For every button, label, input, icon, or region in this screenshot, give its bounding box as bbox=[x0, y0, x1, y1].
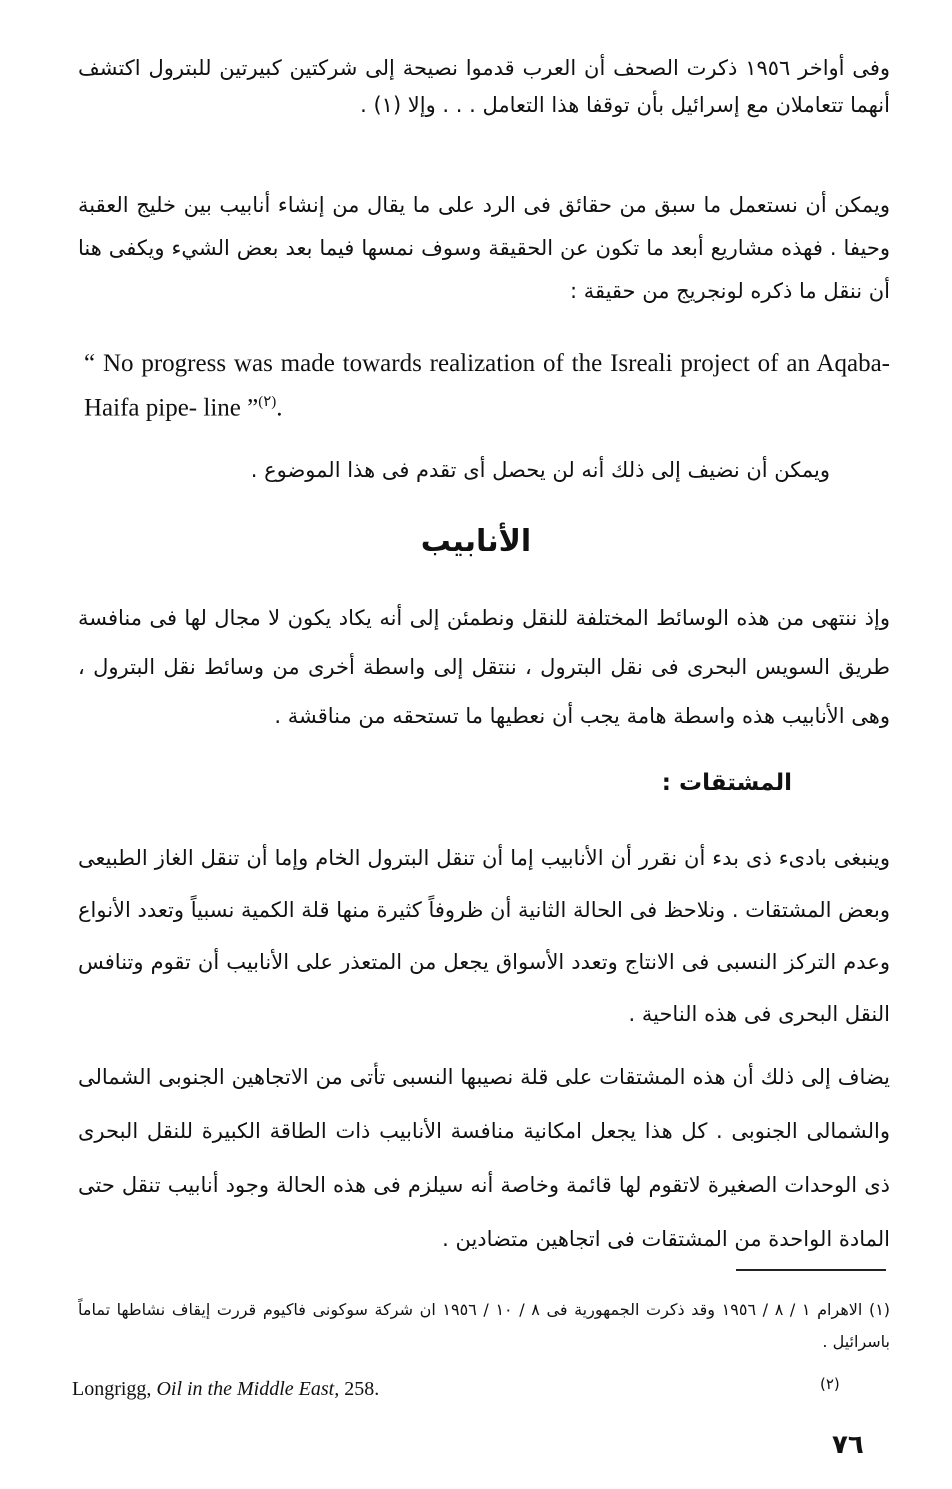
footnote-divider bbox=[736, 1269, 886, 1271]
english-quote: “ No progress was made towards realization of the Isreali project of an Aqaba-Haifa pipe- line ”$^{(٢)}$. bbox=[84, 350, 890, 422]
footnote-2-title: Oil in the Middle East, bbox=[156, 1378, 340, 1400]
paragraph-4: وإذ ننتهى من هذه الوسائط المختلفة للنقل ونطمئن إلى أنه يكاد يكون لا مجال لها فى منافسة طريق السويس البحرى فى نقل البترول ، ننتقل إلى واسطة أخرى من وسائط نقل البترول ، وهى الأنابيب هذه واسطة هامة يجب أن نعطيها ما تستحقه من مناقشة . bbox=[78, 606, 890, 728]
subheading-derivatives: المشتقات : bbox=[661, 770, 792, 796]
footnote-2 bbox=[72, 1378, 379, 1401]
page-number: ٧٦ bbox=[832, 1430, 864, 1460]
footnote-2-author: Longrigg, bbox=[72, 1378, 152, 1400]
section-heading-pipelines: الأنابيب bbox=[420, 524, 532, 559]
paragraph-1: وفى أواخر ١٩٥٦ ذكرت الصحف أن العرب قدموا نصيحة إلى شركتين كبيرتين للبترول اكتشف أنهما تتعاملان مع إسرائيل بأن توقفا هذا التعامل . . . وإلا (١) . bbox=[78, 56, 890, 117]
footnote-2-number: (٢) bbox=[820, 1375, 840, 1393]
paragraph-2: ويمكن أن نستعمل ما سبق من حقائق فى الرد على ما يقال من إنشاء أنابيب بين خليج العقبة وحيفا . فهذه مشاريع أبعد ما تكون عن الحقيقة وسوف نمسها فيما بعد بعض الشيء ويكفى هنا أن ننقل ما ذكره لونجريج من حقيقة : bbox=[78, 193, 890, 303]
paragraph-5: وينبغى بادىء ذى بدء أن نقرر أن الأنابيب إما أن تنقل البترول الخام وإما أن تنقل الغاز الطبيعى وبعض المشتقات . ونلاحظ فى الحالة الثانية أن ظروفاً كثيرة منها قلة الكمية نسبياً وتعدد الأنواع وعدم التركز النسبى فى الانتاج وتعدد الأسواق يجعل من المتعذر على الأنابيب أن تقوم وتنافس النقل البحرى فى هذه الناحية . bbox=[78, 846, 890, 1026]
english-quote-text: “ No progress was made towards realization of the Isreali project of an Aqaba-Haifa pipe- line ” bbox=[84, 350, 890, 422]
paragraph-6: يضاف إلى ذلك أن هذه المشتقات على قلة نصيبها النسبى تأتى من الاتجاهين الجنوبى الشمالى والشمالى الجنوبى . كل هذا يجعل امكانية منافسة الأنابيب ذات الطاقة الكبيرة للنقل البحرى ذى الوحدات الصغيرة لاتقوم لها قائمة وخاصة أنه سيلزم فى هذه الحالة وجود أنابيب تنقل حتى المادة الواحدة من المشتقات فى اتجاهين متضادين . bbox=[78, 1065, 890, 1251]
paragraph-3: ويمكن أن نضيف إلى ذلك أنه لن يحصل أى تقدم فى هذا الموضوع . bbox=[250, 458, 830, 482]
footnote-1: (١) الاهرام ١ / ٨ / ١٩٥٦ وقد ذكرت الجمهورية فى ٨ / ١٠ / ١٩٥٦ ان شركة سوكونى فاكيوم قررت إيقاف نشاطها تماماً باسرائيل . bbox=[78, 1300, 891, 1351]
quote-footnote-ref: (٢) bbox=[258, 394, 277, 410]
footnote-2-page: 258. bbox=[344, 1378, 380, 1400]
